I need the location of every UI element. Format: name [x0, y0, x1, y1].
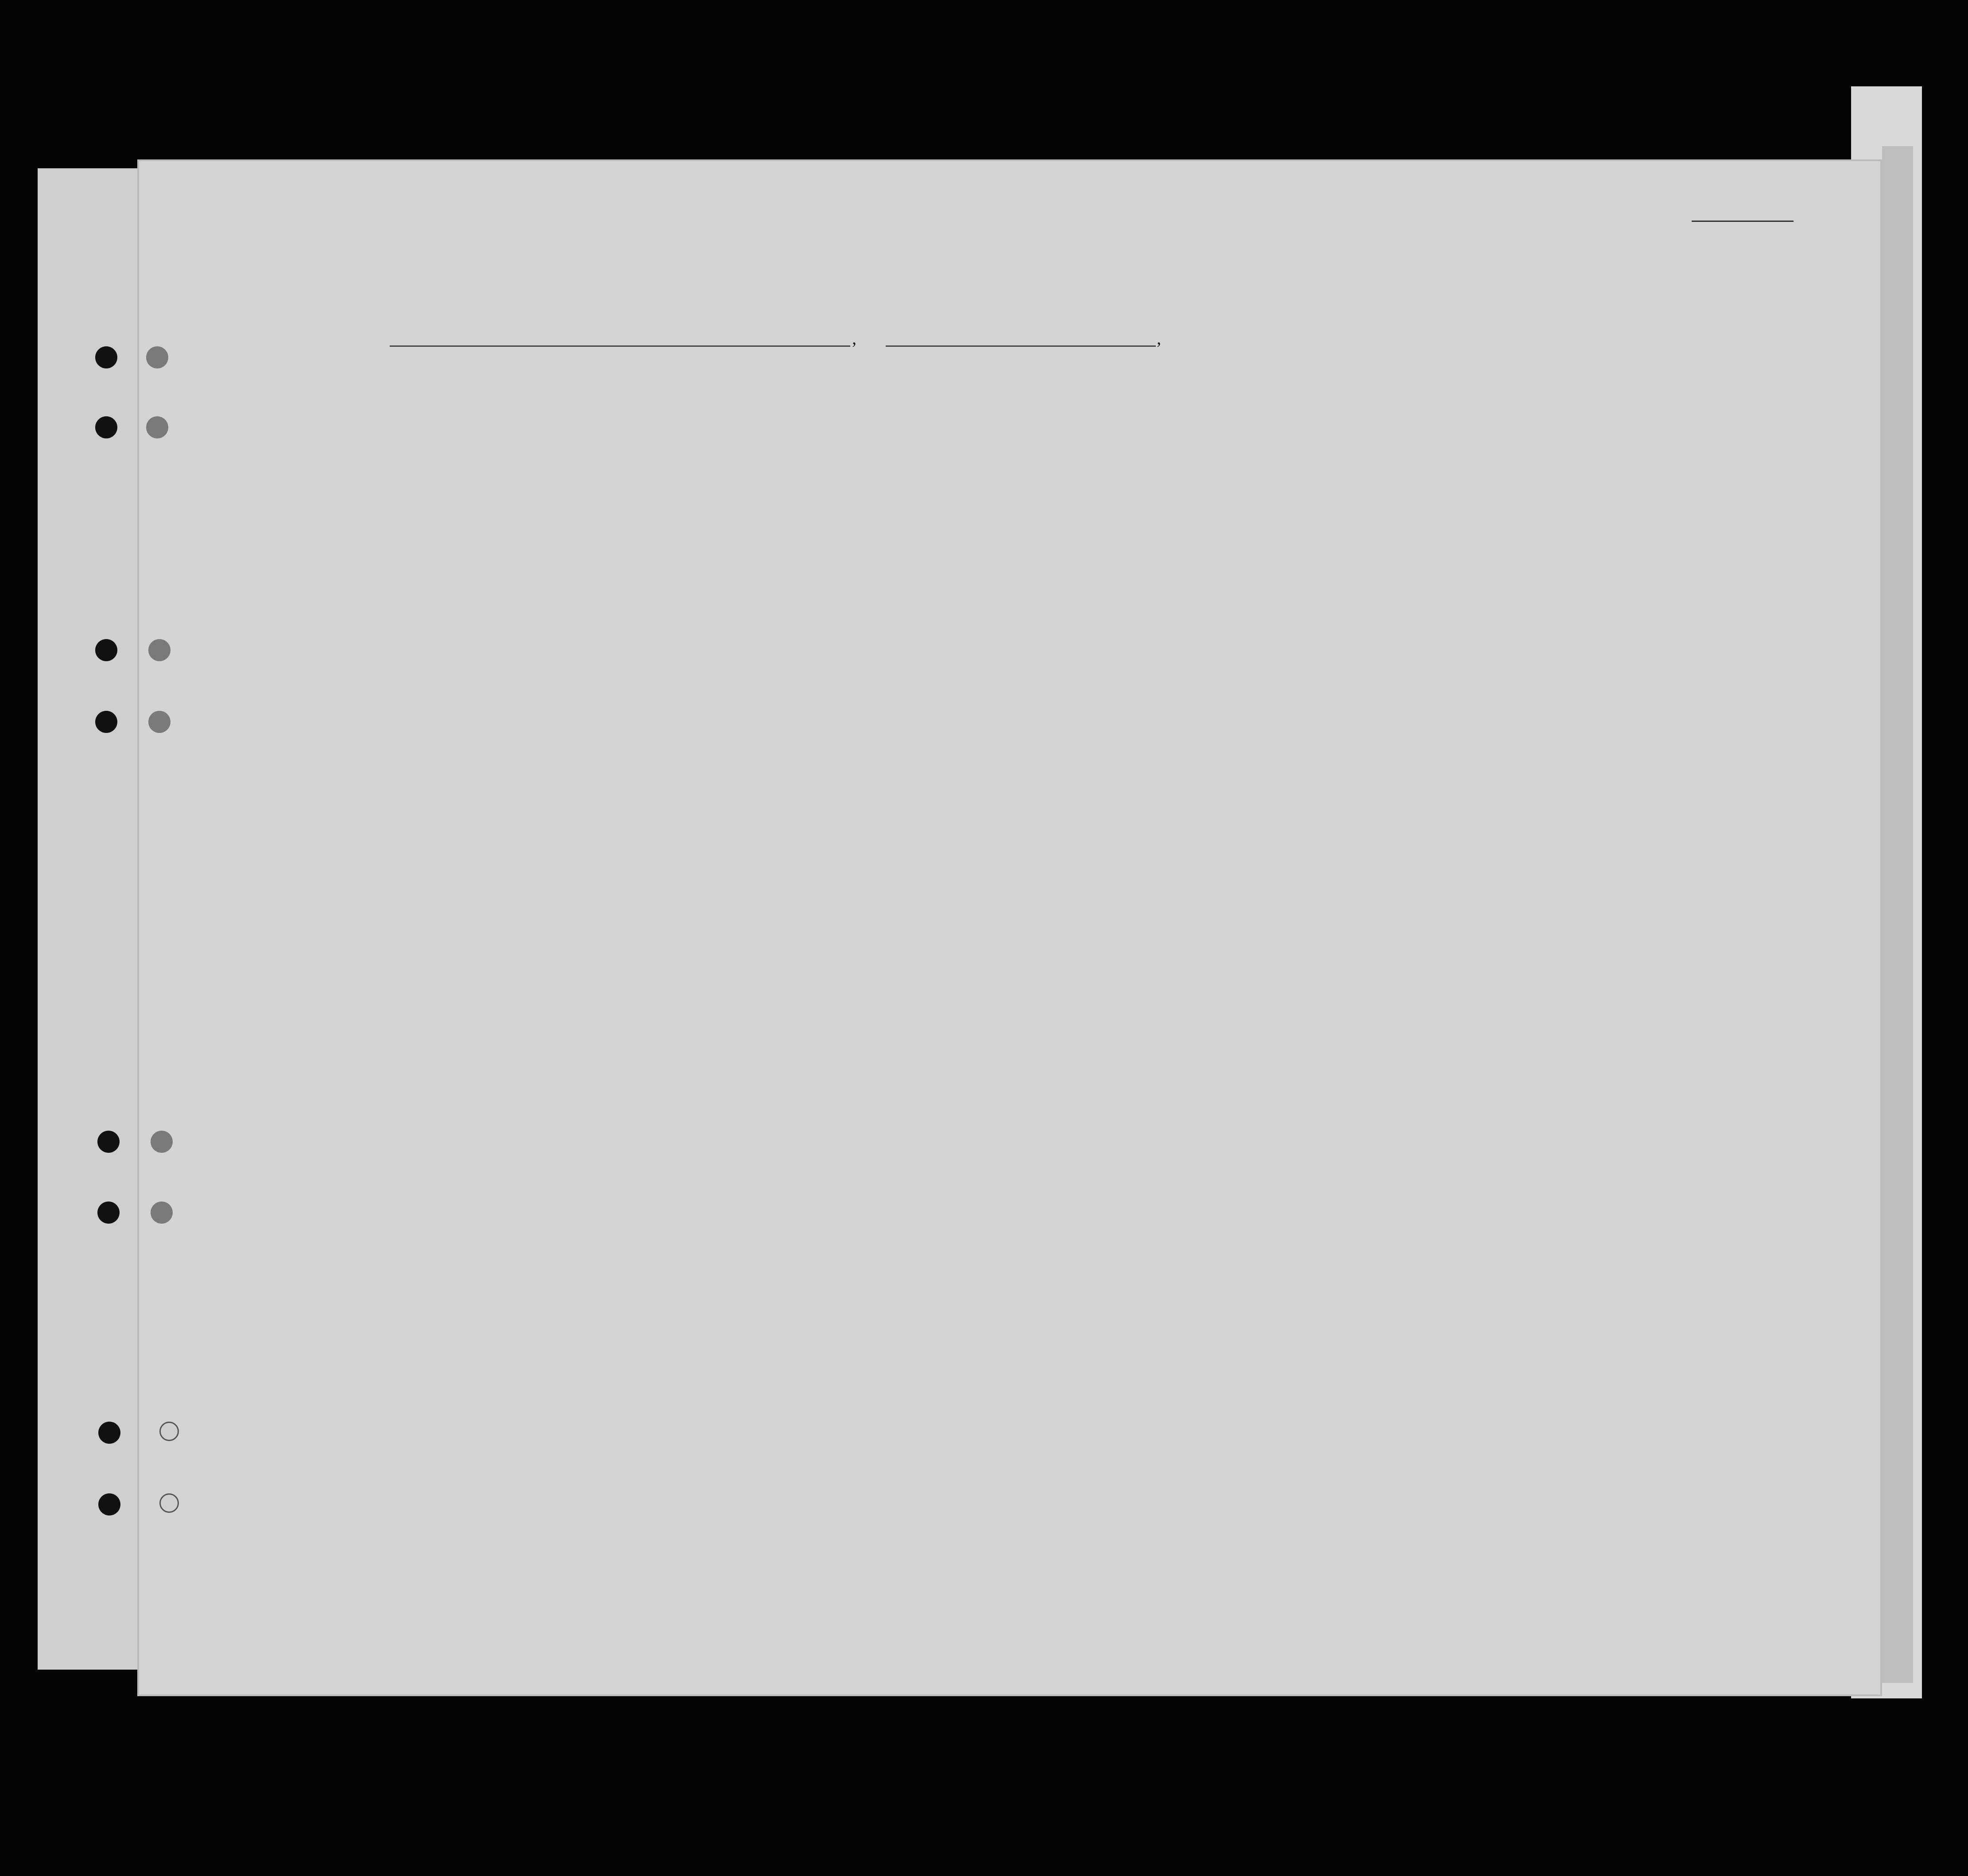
comma: ,	[852, 328, 856, 348]
comma-2: ,	[1157, 328, 1161, 348]
